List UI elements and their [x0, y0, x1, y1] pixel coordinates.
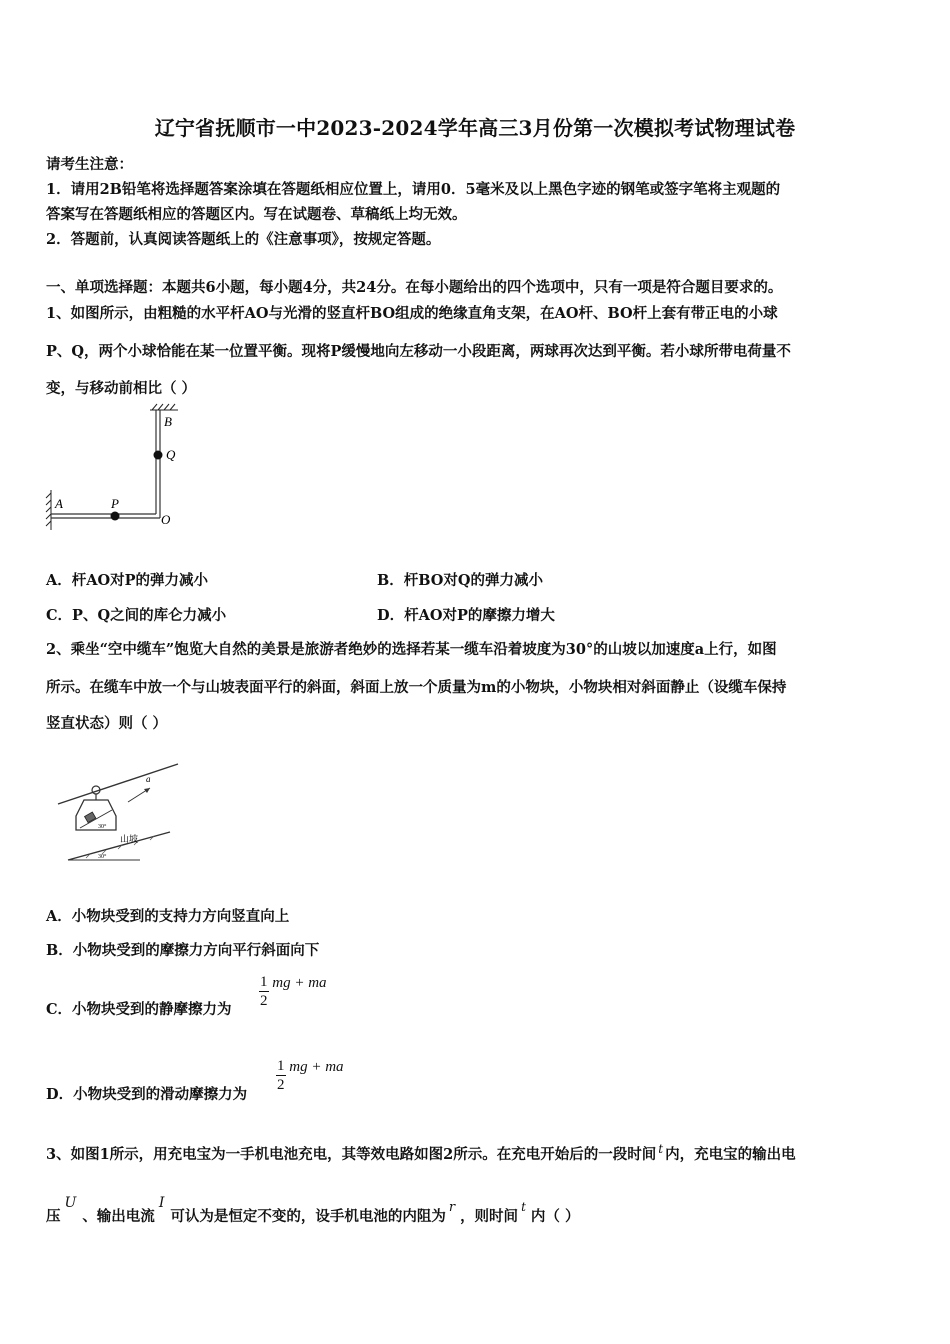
formula-terms: mg + ma [272, 975, 327, 991]
var-t: t [658, 1142, 664, 1156]
ball-q [154, 451, 163, 460]
q2-stem-line-1: 2、乘坐“空中缆车”饱览大自然的美景是旅游者绝妙的选择若某一缆车沿着坡度为30°的山坡以加速度a上行，如图 [46, 641, 777, 658]
q3-text-2c: 可认为是恒定不变的，设手机电池的内阻为 [170, 1208, 446, 1225]
fraction-denominator: 2 [260, 993, 268, 1009]
label-a: A [55, 496, 63, 511]
horizontal-rod-ao [51, 514, 160, 518]
q2-option-d-formula [276, 1057, 344, 1094]
var-r: r [448, 1200, 456, 1215]
q3-text-2b: 、输出电流 [82, 1208, 155, 1225]
var-t: t [521, 1200, 526, 1214]
label-p: P [111, 496, 119, 511]
q2-option-d[interactable]: D．小物块受到的滑动摩擦力为 [46, 1086, 248, 1103]
q2-option-b[interactable]: B．小物块受到的摩擦力方向平行斜面向下 [46, 942, 320, 959]
cabin [76, 800, 116, 830]
q3-text-2e: 内（ ） [530, 1208, 580, 1225]
cable [58, 764, 178, 804]
inner-incline [80, 810, 112, 828]
q1-stem-line-1: 1、如图所示，由粗糙的水平杆AO与光滑的竖直杆BO组成的绝缘直角支架，在AO杆、BO杆上套有带正电的小球 [46, 305, 778, 322]
notice-item-1-line-1: 1．请用2B铅笔将选择题答案涂填在答题纸相应位置上，请用0．5毫米及以上黑色字迹的钢笔或签字笔将主观题的 [46, 181, 781, 198]
small-block [85, 812, 96, 823]
vertical-rod-bo [156, 410, 160, 518]
ceiling-hatch [150, 404, 178, 410]
inner-angle-label: 30° [98, 824, 107, 830]
notice-heading: 请考生注意： [46, 156, 133, 173]
q1-stem-line-3: 变，与移动前相比（ ） [46, 380, 197, 397]
fraction-numerator: 1 [260, 974, 268, 990]
q1-figure [40, 400, 200, 540]
page-title: 辽宁省抚顺市一中2023-2024学年高三3月份第一次模拟考试物理试卷 [154, 116, 796, 140]
q1-stem-line-2: P、Q，两个小球恰能在某一位置平衡。现将P缓慢地向左移动一小段距离，两球再次达到平衡。若小球所带电荷量不 [46, 343, 791, 360]
q3-stem-line-2 [46, 1195, 580, 1226]
q2-stem-line-2: 所示。在缆车中放一个与山坡表面平行的斜面，斜面上放一个质量为m的小物块，小物块相对斜面静止（设缆车保持 [46, 679, 787, 696]
q1-option-d[interactable]: D．杆AO对P的摩擦力增大 [377, 607, 555, 624]
var-u: U [64, 1195, 77, 1211]
q2-option-c-formula [259, 973, 327, 1010]
slope-label: 山坡 [120, 834, 139, 844]
q3-text-2d: ，则时间 [460, 1208, 519, 1225]
q1-option-b[interactable]: B．杆BO对Q的弹力减小 [377, 572, 544, 589]
q2-option-c[interactable]: C．小物块受到的静摩擦力为 [46, 1001, 232, 1018]
label-o: O [161, 512, 171, 527]
fraction-denominator: 2 [277, 1077, 285, 1093]
ball-p [111, 512, 120, 521]
slope-line [68, 832, 170, 860]
q1-option-a[interactable]: A．杆AO对P的弹力减小 [46, 572, 209, 589]
var-i: I [158, 1195, 165, 1211]
q3-stem-line-1 [46, 1143, 796, 1164]
q3-text-1b: 内，充电宝的输出电 [665, 1146, 796, 1163]
label-q: Q [166, 447, 176, 462]
slope-angle-label: 30° [98, 854, 107, 860]
notice-item-1-line-2: 答案写在答题纸相应的答题区内。写在试题卷、草稿纸上均无效。 [46, 206, 467, 223]
notice-item-2: 2．答题前，认真阅读答题纸上的《注意事项》，按规定答题。 [46, 231, 441, 248]
q3-text-2a: 压 [46, 1208, 61, 1225]
q1-option-c[interactable]: C．P、Q之间的库仑力减小 [46, 607, 227, 624]
q2-stem-line-3: 竖直状态）则（ ） [46, 715, 168, 732]
q2-figure [50, 758, 185, 868]
label-b: B [164, 414, 172, 429]
wall-hatch [46, 490, 51, 530]
section-1-heading: 一、单项选择题：本题共6小题，每小题4分，共24分。在每小题给出的四个选项中，只有一项是符合题目要求的。 [46, 279, 783, 296]
q3-text-1a: 3、如图1所示，用充电宝为一手机电池充电，其等效电路如图2所示。在充电开始后的一段时间 [46, 1146, 657, 1163]
formula-terms: mg + ma [289, 1059, 344, 1075]
q2-option-a[interactable]: A．小物块受到的支持力方向竖直向上 [46, 908, 290, 925]
accel-label: a [146, 774, 151, 784]
fraction-numerator: 1 [277, 1058, 285, 1074]
